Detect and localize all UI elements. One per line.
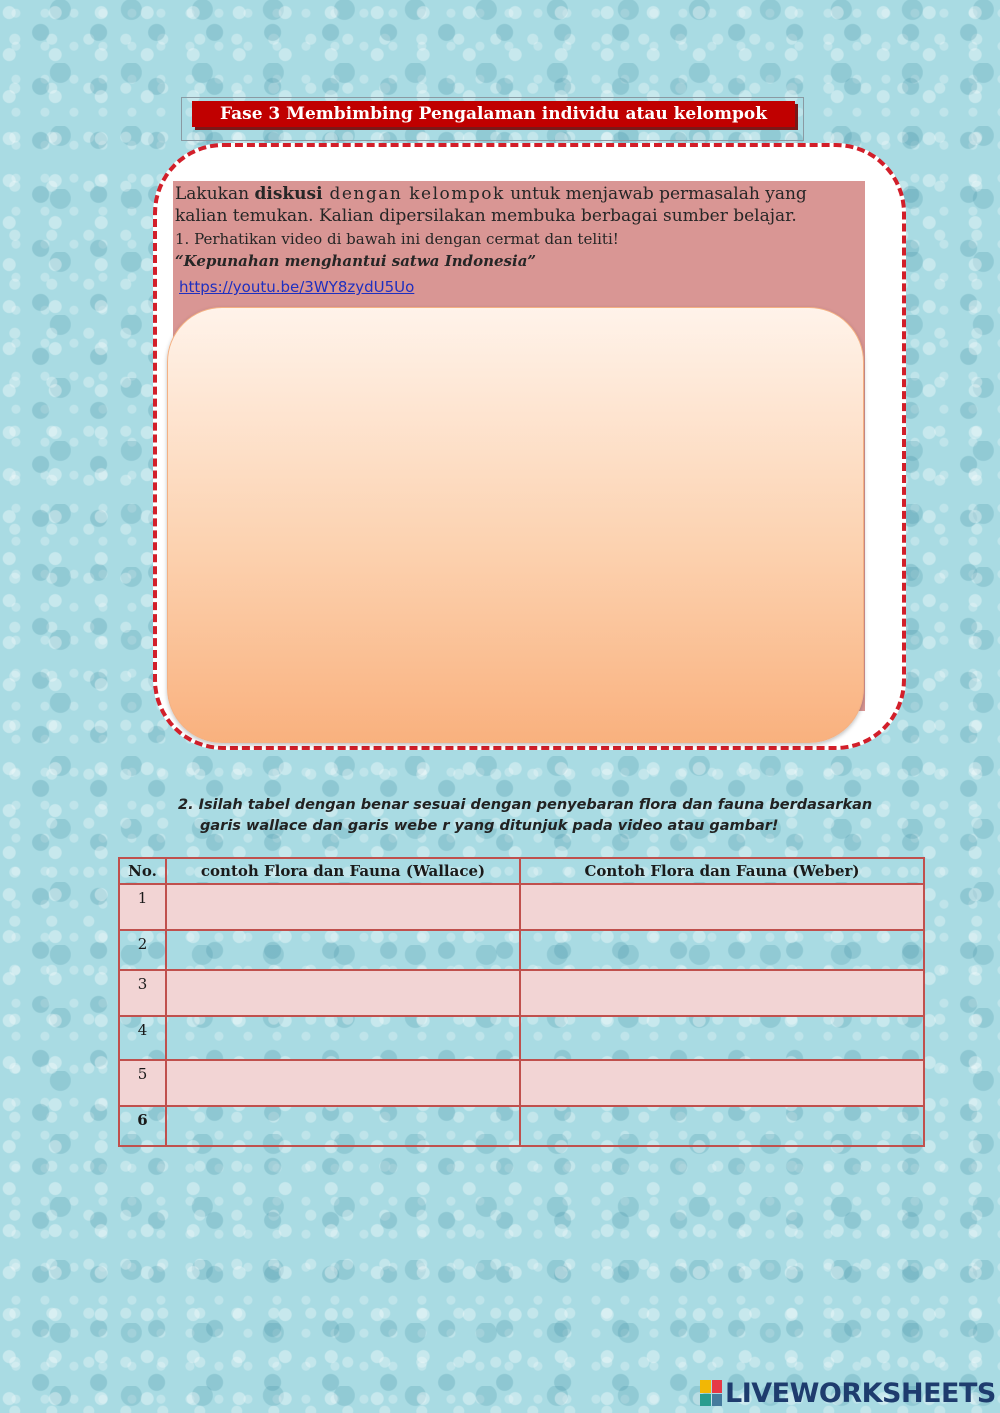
instruction-text-3: untuk menjawab permasalah yang kalian temukan. Kalian dipersilakan membuka berbagai sumber belajar.	[175, 184, 807, 226]
wallace-answer-cell[interactable]	[166, 1060, 520, 1106]
table-row	[119, 1106, 924, 1146]
row-number: 6	[119, 1106, 166, 1146]
section-title: Fase 3 Membimbing Pengalaman individu atau kelompok	[192, 101, 795, 127]
liveworksheets-logo	[700, 1378, 996, 1408]
answer-table	[118, 857, 925, 1147]
instruction-text-1: Lakukan	[175, 184, 255, 204]
row-number: 2	[119, 930, 166, 970]
instruction-paragraph	[175, 183, 855, 227]
table-row	[119, 930, 924, 970]
wallace-answer-cell[interactable]	[166, 1016, 520, 1060]
logo-text: LIVEWORKSHEETS	[725, 1377, 996, 1409]
wallace-answer-cell[interactable]	[166, 884, 520, 930]
video-embed-area[interactable]	[167, 307, 864, 743]
weber-answer-cell[interactable]	[520, 970, 924, 1016]
table-row	[119, 970, 924, 1016]
question-2-line-2: garis wallace dan garis webe r yang ditunjuk pada video atau gambar!	[200, 818, 779, 834]
row-number: 1	[119, 884, 166, 930]
header-weber: Contoh Flora dan Fauna (Weber)	[520, 858, 924, 884]
wallace-answer-cell[interactable]	[166, 1106, 520, 1146]
weber-answer-cell[interactable]	[520, 884, 924, 930]
weber-answer-cell[interactable]	[520, 1060, 924, 1106]
header-no: No.	[119, 858, 166, 884]
table-header-row	[119, 858, 924, 884]
table-row	[119, 1060, 924, 1106]
weber-answer-cell[interactable]	[520, 1016, 924, 1060]
instruction-bold-word: diskusi	[254, 184, 323, 204]
liveworksheets-logo-icon	[700, 1380, 722, 1406]
instructions	[175, 183, 855, 272]
video-title: “Kepunahan menghantui satwa Indonesia”	[175, 252, 537, 270]
question-2-line-1: 2. Isilah tabel dengan benar sesuai dengan penyebaran flora dan fauna berdasarkan	[178, 797, 873, 813]
table-row	[119, 1016, 924, 1060]
row-number: 4	[119, 1016, 166, 1060]
wallace-answer-cell[interactable]	[166, 970, 520, 1016]
row-number: 3	[119, 970, 166, 1016]
row-number: 5	[119, 1060, 166, 1106]
step-1-text: 1. Perhatikan video di bawah ini dengan cermat dan teliti!	[175, 230, 619, 248]
question-2	[178, 795, 938, 837]
header-wallace: contoh Flora dan Fauna (Wallace)	[166, 858, 520, 884]
table-row	[119, 884, 924, 930]
instruction-text-2: dengan kelompok	[322, 184, 505, 204]
weber-answer-cell[interactable]	[520, 930, 924, 970]
wallace-answer-cell[interactable]	[166, 930, 520, 970]
weber-answer-cell[interactable]	[520, 1106, 924, 1146]
video-link[interactable]: https://youtu.be/3WY8zydU5Uo	[179, 278, 415, 296]
